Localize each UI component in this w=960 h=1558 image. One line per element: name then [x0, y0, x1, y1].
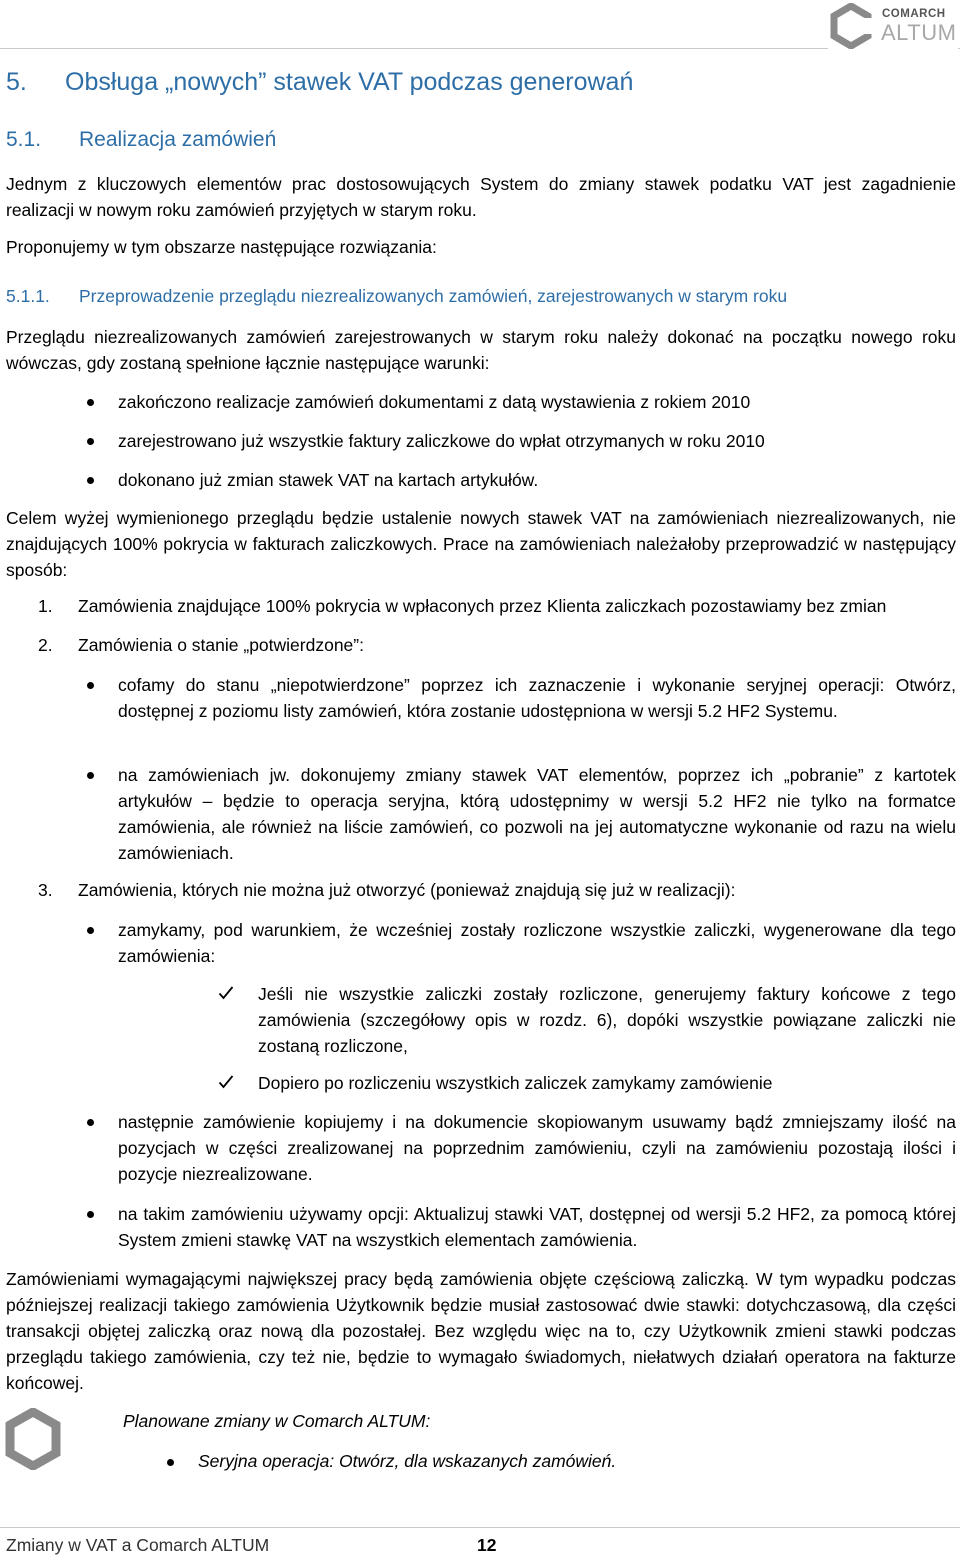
goal-paragraph: Celem wyżej wymienionego przeglądu będzie ustalenie nowych stawek VAT na zamówieniach niezrealizowanych, nie znajdujących 100% pokrycia w fakturach zaliczkowych. Prace na zamówieniach należałoby przeprowadzić w następujący sposób:: [6, 508, 956, 580]
propose-paragraph: Proponujemy w tym obszarze następujące rozwiązania:: [6, 237, 437, 257]
logo-text-top: COMARCH: [882, 8, 946, 20]
footer-rule: [0, 1527, 960, 1528]
logo-text-bottom: ALTUM: [881, 20, 957, 45]
step2-bullet: na zamówieniach jw. dokonujemy zmiany stawek VAT elementów, poprzez ich „pobranie” z kartotek artykułów – będzie to operacja seryjna, którą udostępnimy w wersji 5.2 HF2 nie tylko na formatce zamówienia, ale również na liście zamówień, co pozwoli na jej automatyczne wykonanie od razu na wielu zamówieniach.: [118, 765, 956, 863]
bullet-icon: [87, 477, 94, 484]
closing-paragraph: Zamówieniami wymagającymi największej pracy będą zamówienia objęte częściową zaliczką. W tym wypadku podczas późniejszej realizacji takiego zamówienia Użytkownik będzie musiał zastosować dwie stawki: dotychczasową, dla części transakcji objętej zaliczką oraz nową dla pozostałej. Bez względu więc na to, czy Użytkownik zmieni stawki podczas przeglądu takiego zamówienia, czy też nie, będzie to wymagało świadomych, niełatwych działań operatora na fakturze końcowej.: [6, 1269, 956, 1393]
section-5-1-1-number: 5.1.1.: [6, 286, 50, 306]
section-5-heading: [6, 68, 634, 97]
condition-item: dokonano już zmian stawek VAT na kartach artykułów.: [118, 470, 539, 490]
comarch-altum-logo: [828, 2, 958, 50]
info-badge-icon: [2, 1408, 64, 1470]
bullet-icon: [87, 1119, 94, 1126]
bullet-icon: [87, 772, 94, 779]
footer-doc-title: Zmiany w VAT a Comarch ALTUM: [6, 1535, 270, 1555]
section-5-1-number: 5.1.: [6, 128, 42, 151]
step3-bullet: następnie zamówienie kopiujemy i na dokumencie skopiowanym usuwamy bądź zmniejszamy ilość na pozycjach w części zrealizowanej na poprzednim zamówieniu, czyli na zamówieniu pozostają ilości i pozycje niezrealizowane.: [118, 1112, 956, 1184]
bullet-icon: [87, 682, 94, 689]
section-5-1-1-heading: [6, 286, 788, 307]
planned-title: Planowane zmiany w Comarch ALTUM:: [123, 1411, 431, 1431]
header-rule: [0, 48, 960, 49]
logo-mark-icon: [828, 3, 874, 49]
checkmark-icon: [218, 985, 234, 1001]
bullet-icon: [87, 438, 94, 445]
section-5-1-heading: [6, 128, 277, 152]
section-5-1-title: Realizacja zamówień: [79, 128, 277, 151]
bullet-icon: [87, 1211, 94, 1218]
step-number: 1.: [38, 596, 53, 616]
footer-page-number: 12: [477, 1535, 497, 1555]
check-item: Jeśli nie wszystkie zaliczki zostały rozliczone, generujemy faktury końcowe z tego zamówienia (szczegółowy opis w rozdz. 6), dopóki wszystkie powiązane zaliczki nie zostaną rozliczone,: [258, 984, 956, 1056]
bullet-icon: [87, 399, 94, 406]
step2-bullet: cofamy do stanu „niepotwierdzone” poprzez ich zaznaczenie i wykonanie seryjnej operacji: Otwórz, dostępnej z poziomu listy zamówień, która zostanie udostępniona w wersji 5.2 HF2 Systemu.: [118, 675, 956, 721]
condition-item: zarejestrowano już wszystkie faktury zaliczkowe do wpłat otrzymanych w roku 2010: [118, 431, 765, 451]
step-number: 3.: [38, 880, 53, 900]
condition-item: zakończono realizacje zamówień dokumentami z datą wystawienia z rokiem 2010: [118, 392, 751, 412]
step-text: Zamówienia, których nie można już otworzyć (ponieważ znajdują się już w realizacji):: [78, 880, 736, 900]
checkmark-icon: [218, 1074, 234, 1090]
step-number: 2.: [38, 635, 53, 655]
step-text: Zamówienia znajdujące 100% pokrycia w wpłaconych przez Klienta zaliczkach pozostawiamy bez zmian: [78, 596, 887, 616]
step3-bullet: zamykamy, pod warunkiem, że wcześniej zostały rozliczone wszystkie zaliczki, wygenerowane dla tego zamówienia:: [118, 920, 956, 966]
section-5-title: Obsługa „nowych” stawek VAT podczas generowań: [65, 68, 634, 96]
step3-bullet: na takim zamówieniu używamy opcji: Aktualizuj stawki VAT, dostępnej od wersji 5.2 HF2, za pomocą której System zmieni stawkę VAT na wszystkich elementach zamówienia.: [118, 1204, 956, 1250]
section-5-number: 5.: [6, 68, 27, 96]
planned-changes-box: [0, 1396, 960, 1506]
bullet-icon: [167, 1459, 174, 1466]
bullet-icon: [87, 927, 94, 934]
step-text: Zamówienia o stanie „potwierdzone”:: [78, 635, 364, 655]
review-paragraph: Przeglądu niezrealizowanych zamówień zarejestrowanych w starym roku należy dokonać na początku nowego roku wówczas, gdy zostaną spełnione łącznie następujące warunki:: [6, 327, 956, 373]
planned-item: Seryjna operacja: Otwórz, dla wskazanych zamówień.: [198, 1451, 617, 1471]
intro-paragraph: Jednym z kluczowych elementów prac dostosowujących System do zmiany stawek podatku VAT jest zagadnienie realizacji w nowym roku zamówień przyjętych w starym roku.: [6, 174, 956, 220]
check-item: Dopiero po rozliczeniu wszystkich zaliczek zamykamy zamówienie: [258, 1073, 773, 1093]
section-5-1-1-title: Przeprowadzenie przeglądu niezrealizowanych zamówień, zarejestrowanych w starym roku: [79, 286, 788, 306]
